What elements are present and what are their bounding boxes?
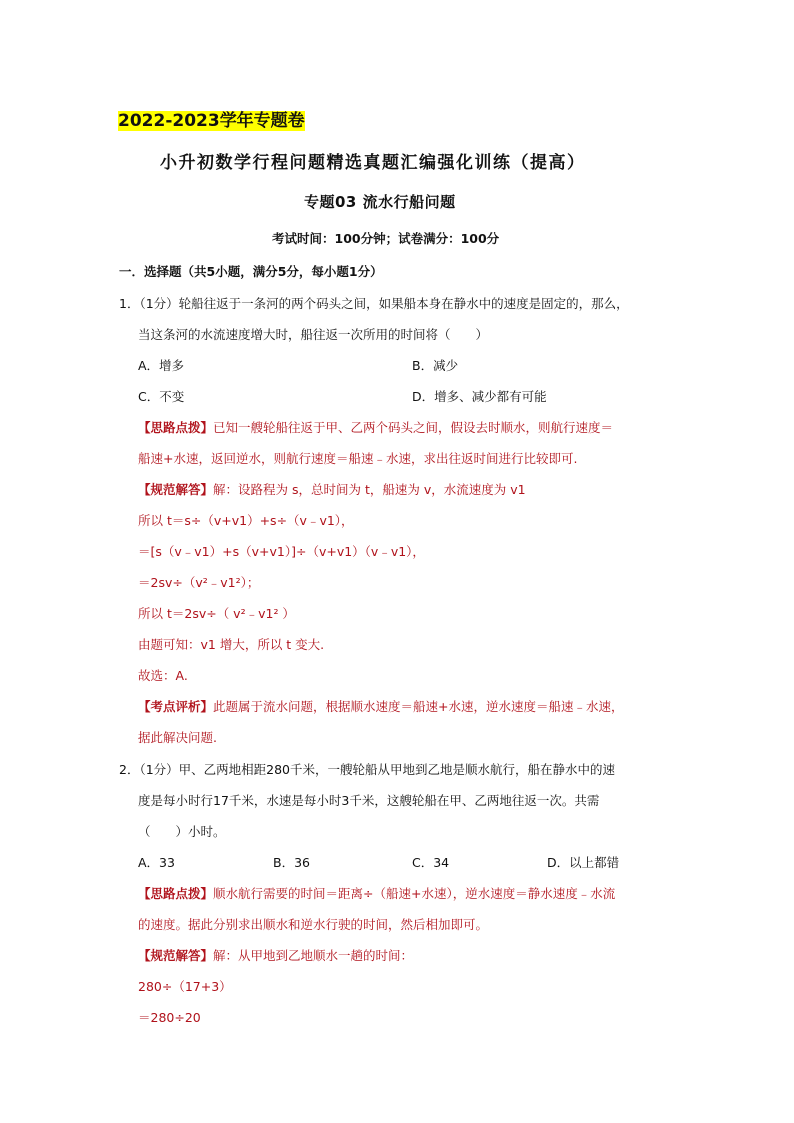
- year-badge: [118, 106, 305, 131]
- q2-stem-line2: 度是每小时行17千米，水速是每小时3千米，这艘轮船在甲、乙两地往返一次。共需: [138, 793, 600, 808]
- q1-option-d: D．增多、减少都有可能: [412, 389, 547, 404]
- q2-step2: ＝280÷20: [138, 1010, 201, 1025]
- year-badge-year: 2022-2023: [118, 111, 220, 131]
- q1-hint-text1: 已知一艘轮船往返于甲、乙两个码头之间，假设去时顺水，则航行速度＝: [213, 420, 614, 435]
- section-heading: 一．选择题（共5小题，满分5分，每小题1分）: [119, 264, 383, 279]
- q1-stem-line2: 当这条河的水流速度增大时，船往返一次所用的时间将（ ）: [138, 327, 489, 342]
- q2-stem-line3: （ ）小时。: [138, 824, 226, 839]
- q1-solution-tag: 【规范解答】: [138, 482, 214, 497]
- q1-hint-tag: 【思路点拨】: [138, 420, 214, 435]
- year-badge-text: 学年专题卷: [219, 111, 305, 131]
- q2-solution-tag: 【规范解答】: [138, 948, 214, 963]
- q1-analysis-line2: 据此解决问题.: [138, 730, 217, 745]
- q1-solution-intro: [138, 480, 526, 498]
- main-title: 小升初数学行程问题精选真题汇编强化训练（提高）: [160, 153, 586, 173]
- q1-step5: 由题可知：v1 增大，所以 t 变大.: [138, 637, 325, 652]
- q1-option-b: B．减少: [412, 358, 459, 373]
- q2-option-b: B．36: [273, 855, 310, 870]
- q1-analysis-text1: 此题属于流水问题，根据顺水速度＝船速+水速，逆水速度＝船速﹣水速，: [213, 699, 624, 714]
- q2-hint-tag: 【思路点拨】: [138, 886, 214, 901]
- q2-option-a: A．33: [138, 855, 175, 870]
- q1-stem-line1: 1．（1分）轮船往返于一条河的两个码头之间，如果船本身在静水中的速度是固定的，那么，: [119, 296, 629, 311]
- q1-step4: 所以 t＝2sv÷（ v²﹣v1² ）: [138, 606, 295, 621]
- q2-hint-line1: [138, 884, 615, 902]
- q2-solution-text: 解：从甲地到乙地顺水一趟的时间：: [213, 948, 414, 963]
- q1-step2: ＝[s（v﹣v1）+s（v+v1）]÷（v+v1）（v﹣v1），: [138, 544, 425, 559]
- q2-option-d: D．以上都错: [547, 855, 620, 870]
- sub-title: 专题03 流水行船问题: [304, 193, 456, 211]
- q1-option-c: C．不变: [138, 389, 185, 404]
- q1-hint-line1: [138, 418, 613, 436]
- q1-analysis-tag: 【考点评析】: [138, 699, 214, 714]
- q2-hint-text1: 顺水航行需要的时间＝距离÷（船速+水速），逆水速度＝静水速度﹣水流: [213, 886, 616, 901]
- q2-option-c: C．34: [412, 855, 450, 870]
- q2-stem-line1: 2．（1分）甲、乙两地相距280千米，一艘轮船从甲地到乙地是顺水航行，船在静水中的速: [119, 762, 616, 777]
- q1-step1: 所以 t＝s÷（v+v1）+s÷（v﹣v1），: [138, 513, 354, 528]
- q1-step3: ＝2sv÷（v²﹣v1²）；: [138, 575, 260, 590]
- q1-hint-line2: 船速+水速，返回逆水，则航行速度＝船速﹣水速，求出往返时间进行比较即可.: [138, 451, 578, 466]
- q1-step6: 故选：A.: [138, 668, 188, 683]
- q2-solution-intro: [138, 946, 413, 964]
- q2-step1: 280÷（17+3）: [138, 979, 232, 994]
- q1-analysis-line1: [138, 697, 624, 715]
- q2-hint-line2: 的速度。据此分别求出顺水和逆水行驶的时间，然后相加即可。: [138, 917, 489, 932]
- q1-solution-text: 解：设路程为 s，总时间为 t，船速为 v，水流速度为 v1: [213, 482, 526, 497]
- q1-option-a: A．增多: [138, 358, 185, 373]
- exam-info: 考试时间：100分钟；试卷满分：100分: [272, 231, 500, 246]
